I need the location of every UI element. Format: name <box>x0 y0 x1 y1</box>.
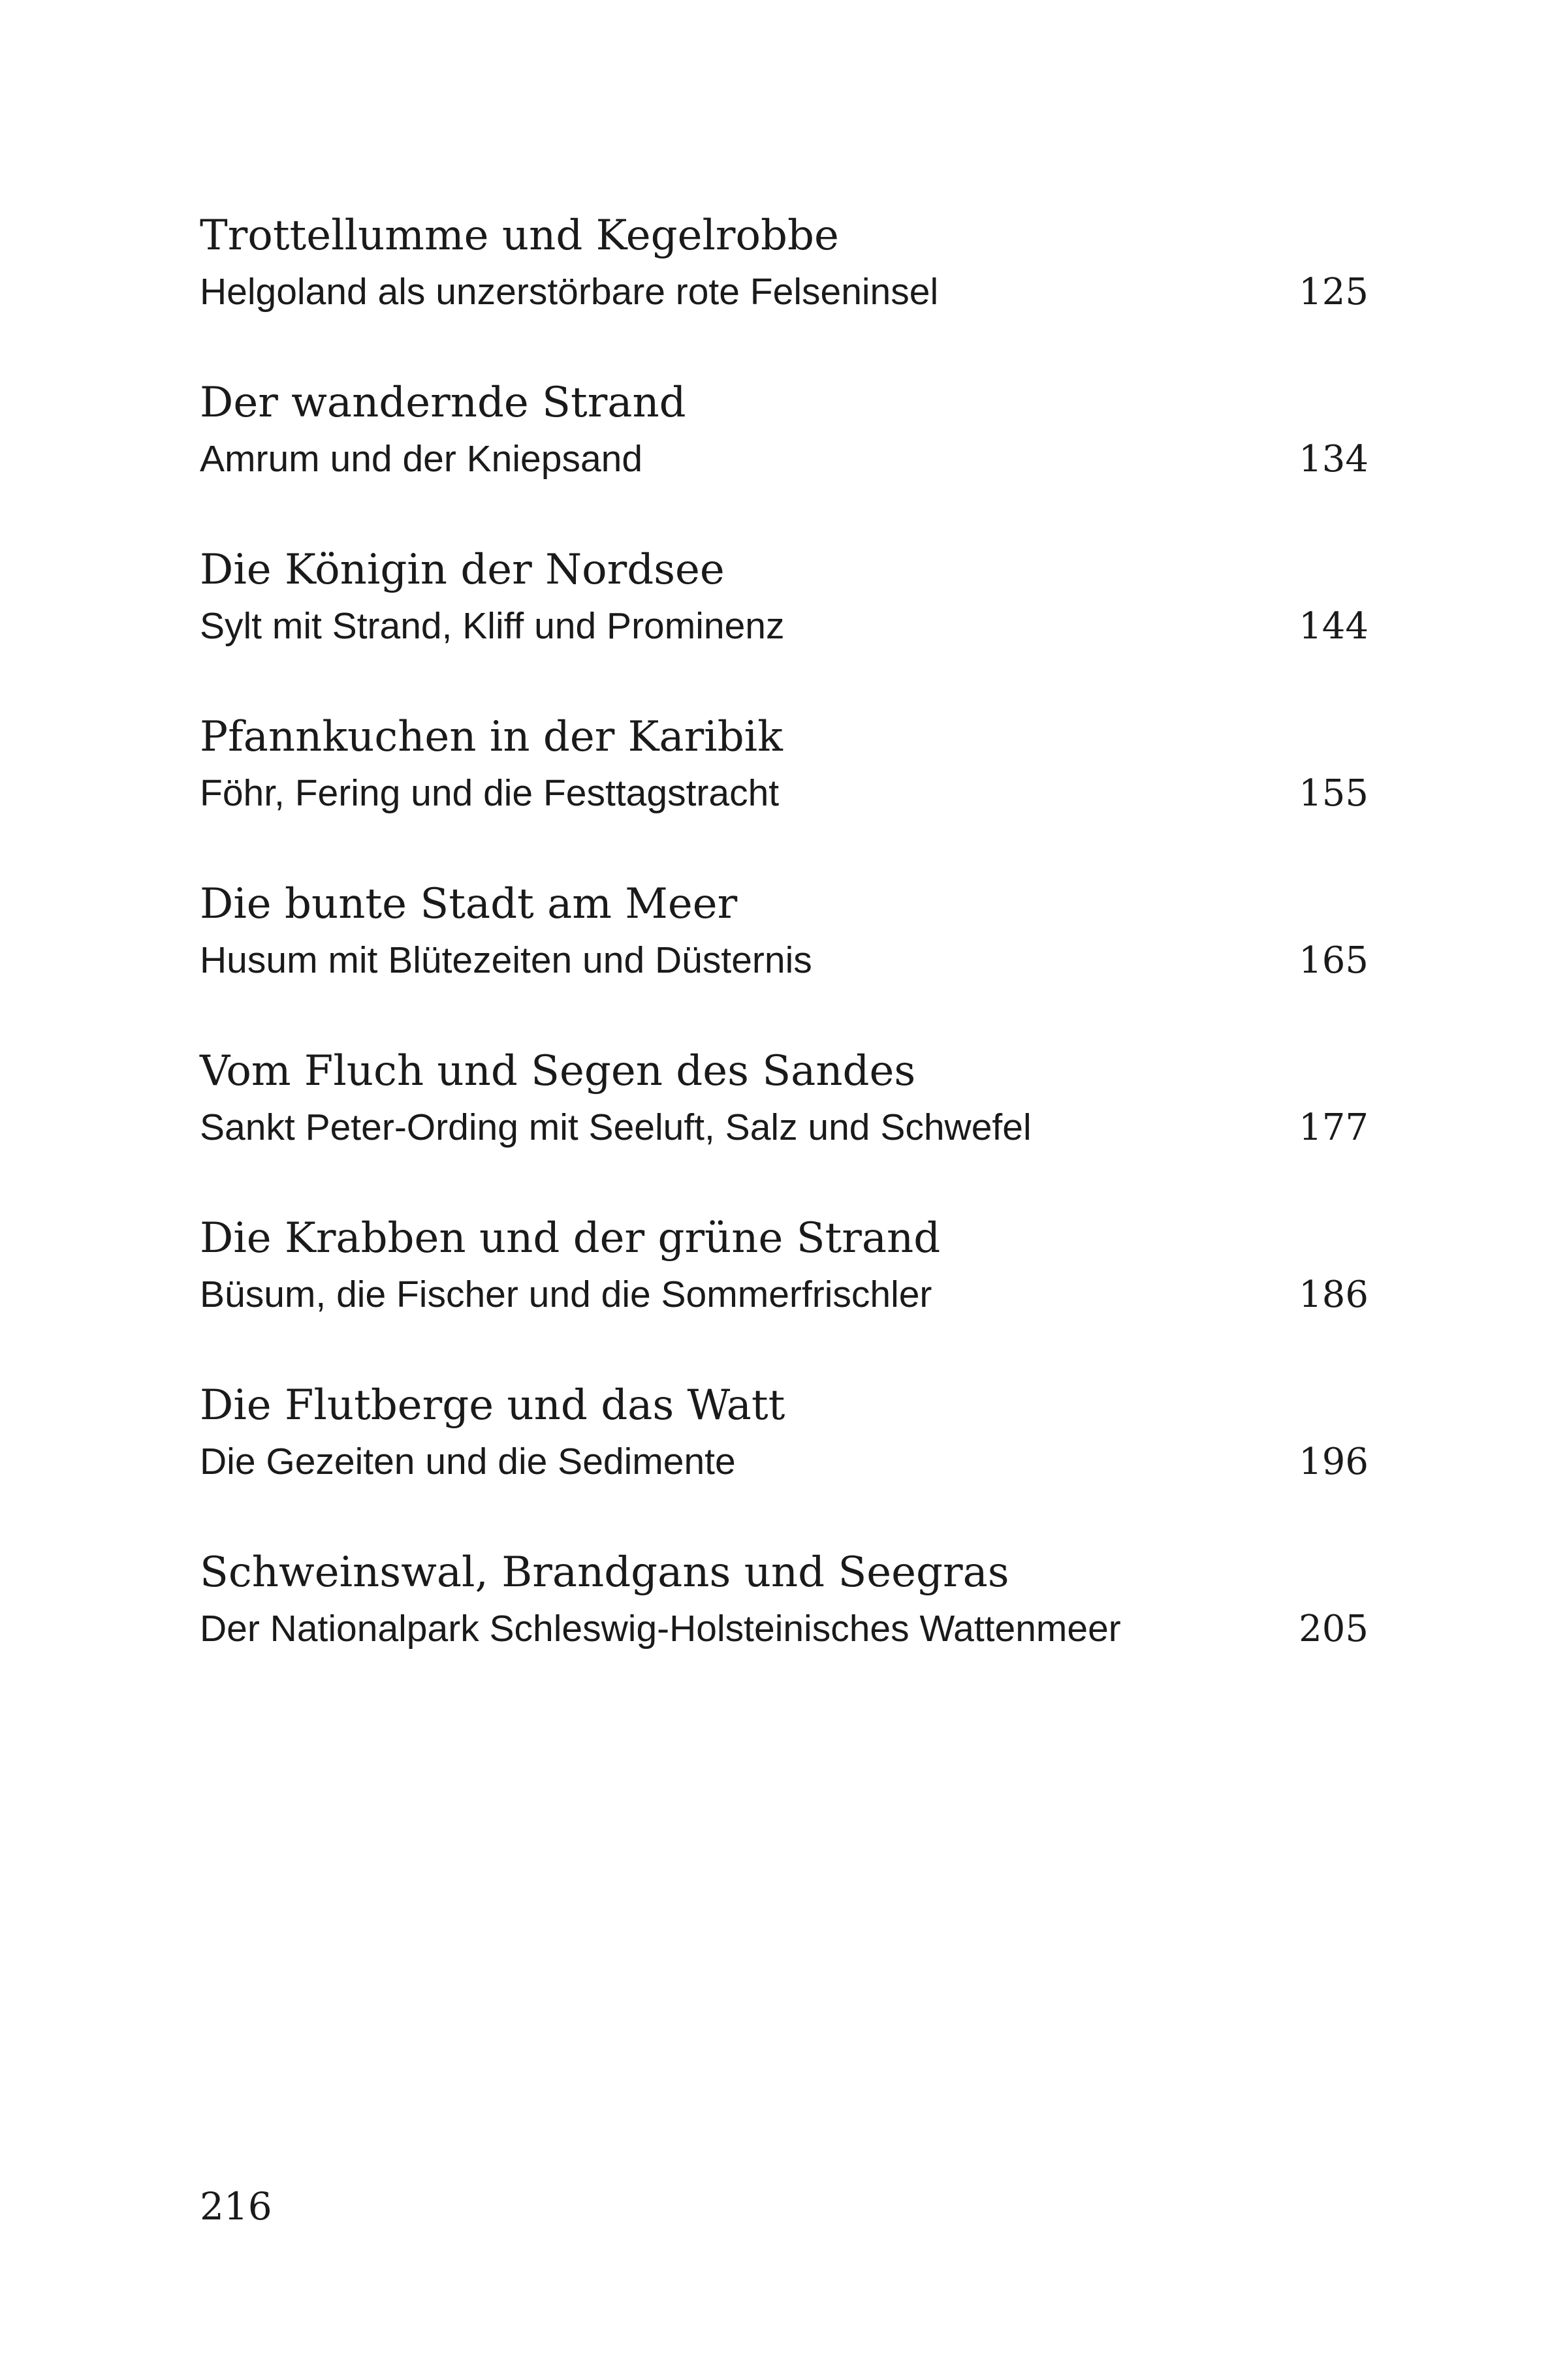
chapter-title: Schweinswal, Brandgans und Seegras <box>200 1548 1009 1597</box>
chapter-subtitle: Husum mit Blütezeiten und Düsternis <box>200 939 812 981</box>
table-of-contents <box>200 208 1369 1712</box>
page-number-folio: 216 <box>200 2184 272 2229</box>
chapter-subtitle-row <box>200 431 1369 488</box>
toc-entry <box>200 1210 1369 1377</box>
chapter-page-number: 144 <box>1299 605 1369 648</box>
chapter-title: Die bunte Stadt am Meer <box>200 880 738 928</box>
toc-entry <box>200 1043 1369 1210</box>
toc-entry <box>200 208 1369 375</box>
chapter-title: Die Flutberge und das Watt <box>200 1381 785 1430</box>
chapter-page-number: 134 <box>1299 438 1369 480</box>
chapter-subtitle-row <box>200 765 1369 822</box>
chapter-page-number: 165 <box>1299 939 1369 982</box>
chapter-title: Trottellumme und Kegelrobbe <box>200 211 839 260</box>
chapter-subtitle-row <box>200 932 1369 989</box>
chapter-page-number: 196 <box>1299 1441 1369 1483</box>
chapter-subtitle-row <box>200 1266 1369 1323</box>
chapter-subtitle: Büsum, die Fischer und die Sommerfrischler <box>200 1274 932 1315</box>
chapter-title: Vom Fluch und Segen des Sandes <box>200 1047 916 1095</box>
chapter-page-number: 186 <box>1299 1274 1369 1316</box>
toc-entry <box>200 542 1369 709</box>
chapter-page-number: 205 <box>1299 1608 1369 1650</box>
chapter-title: Pfannkuchen in der Karibik <box>200 713 783 761</box>
toc-entry <box>200 709 1369 876</box>
chapter-subtitle-row <box>200 1099 1369 1156</box>
chapter-subtitle: Sylt mit Strand, Kliff und Prominenz <box>200 605 785 647</box>
chapter-subtitle-row <box>200 1601 1369 1657</box>
chapter-subtitle-row <box>200 1433 1369 1490</box>
chapter-subtitle-row <box>200 598 1369 655</box>
chapter-subtitle: Föhr, Fering und die Festtagstracht <box>200 772 780 814</box>
chapter-subtitle: Die Gezeiten und die Sedimente <box>200 1441 736 1482</box>
chapter-subtitle-row <box>200 264 1369 321</box>
chapter-subtitle: Amrum und der Kniepsand <box>200 438 643 480</box>
chapter-subtitle: Sankt Peter-Ording mit Seeluft, Salz und Schwefel <box>200 1106 1032 1148</box>
toc-entry <box>200 1377 1369 1544</box>
chapter-page-number: 125 <box>1299 271 1369 313</box>
chapter-title: Die Königin der Nordsee <box>200 546 725 594</box>
chapter-title: Die Krabben und der grüne Strand <box>200 1214 941 1262</box>
chapter-page-number: 177 <box>1299 1106 1369 1149</box>
toc-entry <box>200 375 1369 542</box>
toc-entry <box>200 876 1369 1043</box>
chapter-title: Der wandernde Strand <box>200 379 686 427</box>
chapter-subtitle: Helgoland als unzerstörbare rote Felseninsel <box>200 271 939 313</box>
toc-entry <box>200 1544 1369 1712</box>
chapter-page-number: 155 <box>1299 772 1369 815</box>
chapter-subtitle: Der Nationalpark Schleswig-Holsteinisches Wattenmeer <box>200 1608 1121 1650</box>
